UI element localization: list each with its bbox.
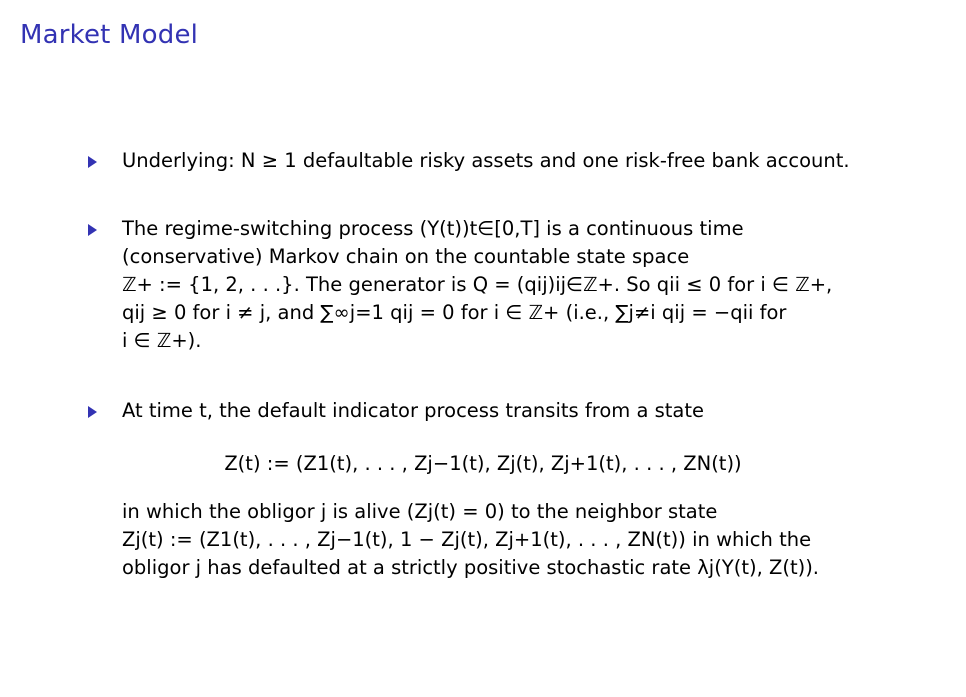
regime-line-4: qij ≥ 0 for i ≠ j, and ∑∞j=1 qij = 0 for i ∈ ℤ+ (i.e., ∑j≠i qij = −qii for: [122, 301, 787, 324]
bullet-text-default-intro: At time t, the default indicator process transits from a state: [122, 399, 704, 422]
regime-line-1: The regime-switching process (Y(t))t∈[0,T] is a continuous time: [122, 217, 744, 240]
regime-line-2: (conservative) Markov chain on the countable state space: [122, 245, 690, 268]
bullet-triangle-icon: [88, 156, 97, 168]
default-line-2: Zj(t) := (Z1(t), . . . , Zj−1(t), 1 − Zj(t), Zj+1(t), . . . , ZN(t)) in which the: [122, 528, 812, 551]
default-line-1: in which the obligor j is alive (Zj(t) = 0) to the neighbor state: [122, 500, 718, 523]
display-equation: Z(t) := (Z1(t), . . . , Zj−1(t), Zj(t), Zj+1(t), . . . , ZN(t)): [224, 452, 742, 475]
regime-line-5: i ∈ ℤ+).: [122, 329, 202, 352]
bullet-text-underlying: Underlying: N ≥ 1 defaultable risky assets and one risk-free bank account.: [122, 149, 850, 172]
bullet-triangle-icon: [88, 406, 97, 418]
default-line-3: obligor j has defaulted at a strictly positive stochastic rate λj(Y(t), Z(t)).: [122, 556, 820, 579]
bullet-triangle-icon: [88, 224, 97, 236]
bullet-item-default: [88, 397, 928, 425]
bullet-item-underlying: [88, 147, 928, 175]
bullet-text-regime: [122, 215, 928, 355]
bullet-item-regime: [88, 215, 928, 355]
default-paragraph: [122, 498, 922, 582]
regime-line-3: ℤ+ := {1, 2, . . .}. The generator is Q = (qij)ij∈ℤ+. So qii ≤ 0 for i ∈ ℤ+,: [122, 273, 833, 296]
slide-title: Market Model: [20, 20, 199, 50]
